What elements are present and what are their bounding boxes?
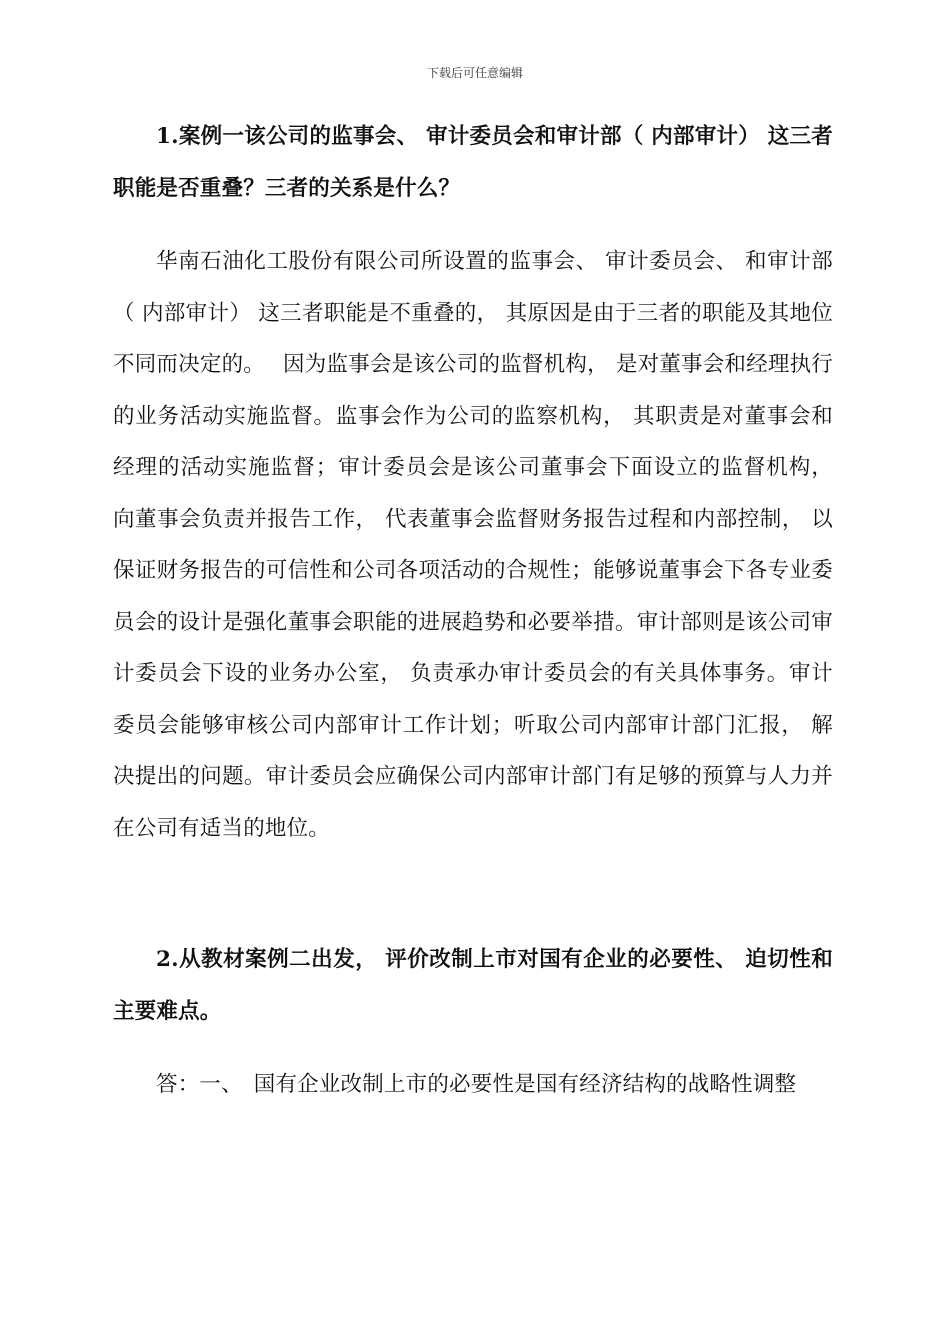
header-note: 下载后可任意编辑 [426,66,523,80]
question-2-title: 2.从教材案例二出发， 评价改制上市对国有企业的必要性、 迫切性和主要难点。 [113,947,833,1024]
question-1-title: 1.案例一该公司的监事会、 审计委员会和审计部（ 内部审计） 这三者职能是否重叠？三者的关系是什么？ [113,124,833,201]
question-2-answer: 答：一、 国有企业改制上市的必要性是国有经济结构的战略性调整 [156,1072,797,1097]
question-1-answer: 华南石油化工股份有限公司所设置的监事会、 审计委员会、 和审计部（ 内部审计） 这三者职能是不重叠的， 其原因是由于三者的职能及其地位不同而决定的。 因为监事会是该公司的监督机构， 是对董事会和经理执行的业务活动实施监督。监事会作为公司的监察机构， 其职责是对董事会和经理的活动实施监督；审计委员会是该公司董事会下面设立的监督机构， 向董事会负责并报告工作， 代表董事会监督财务报告过程和内部控制， 以保证财务报告的可信性和公司各项活动的合规性；能够说董事会下各专业委员会的设计是强化董事会职能的进展趋势和必要举措。审计部则是该公司审计委员会下设的业务办公室， 负责承办审计委员会的有关具体事务。审计委员会能够审核公司内部审计工作计划；听取公司内部审计部门汇报， 解决提出的问题。审计委员会应确保公司内部审计部门有足够的预算与人力并在公司有适当的地位。 [113,249,834,841]
